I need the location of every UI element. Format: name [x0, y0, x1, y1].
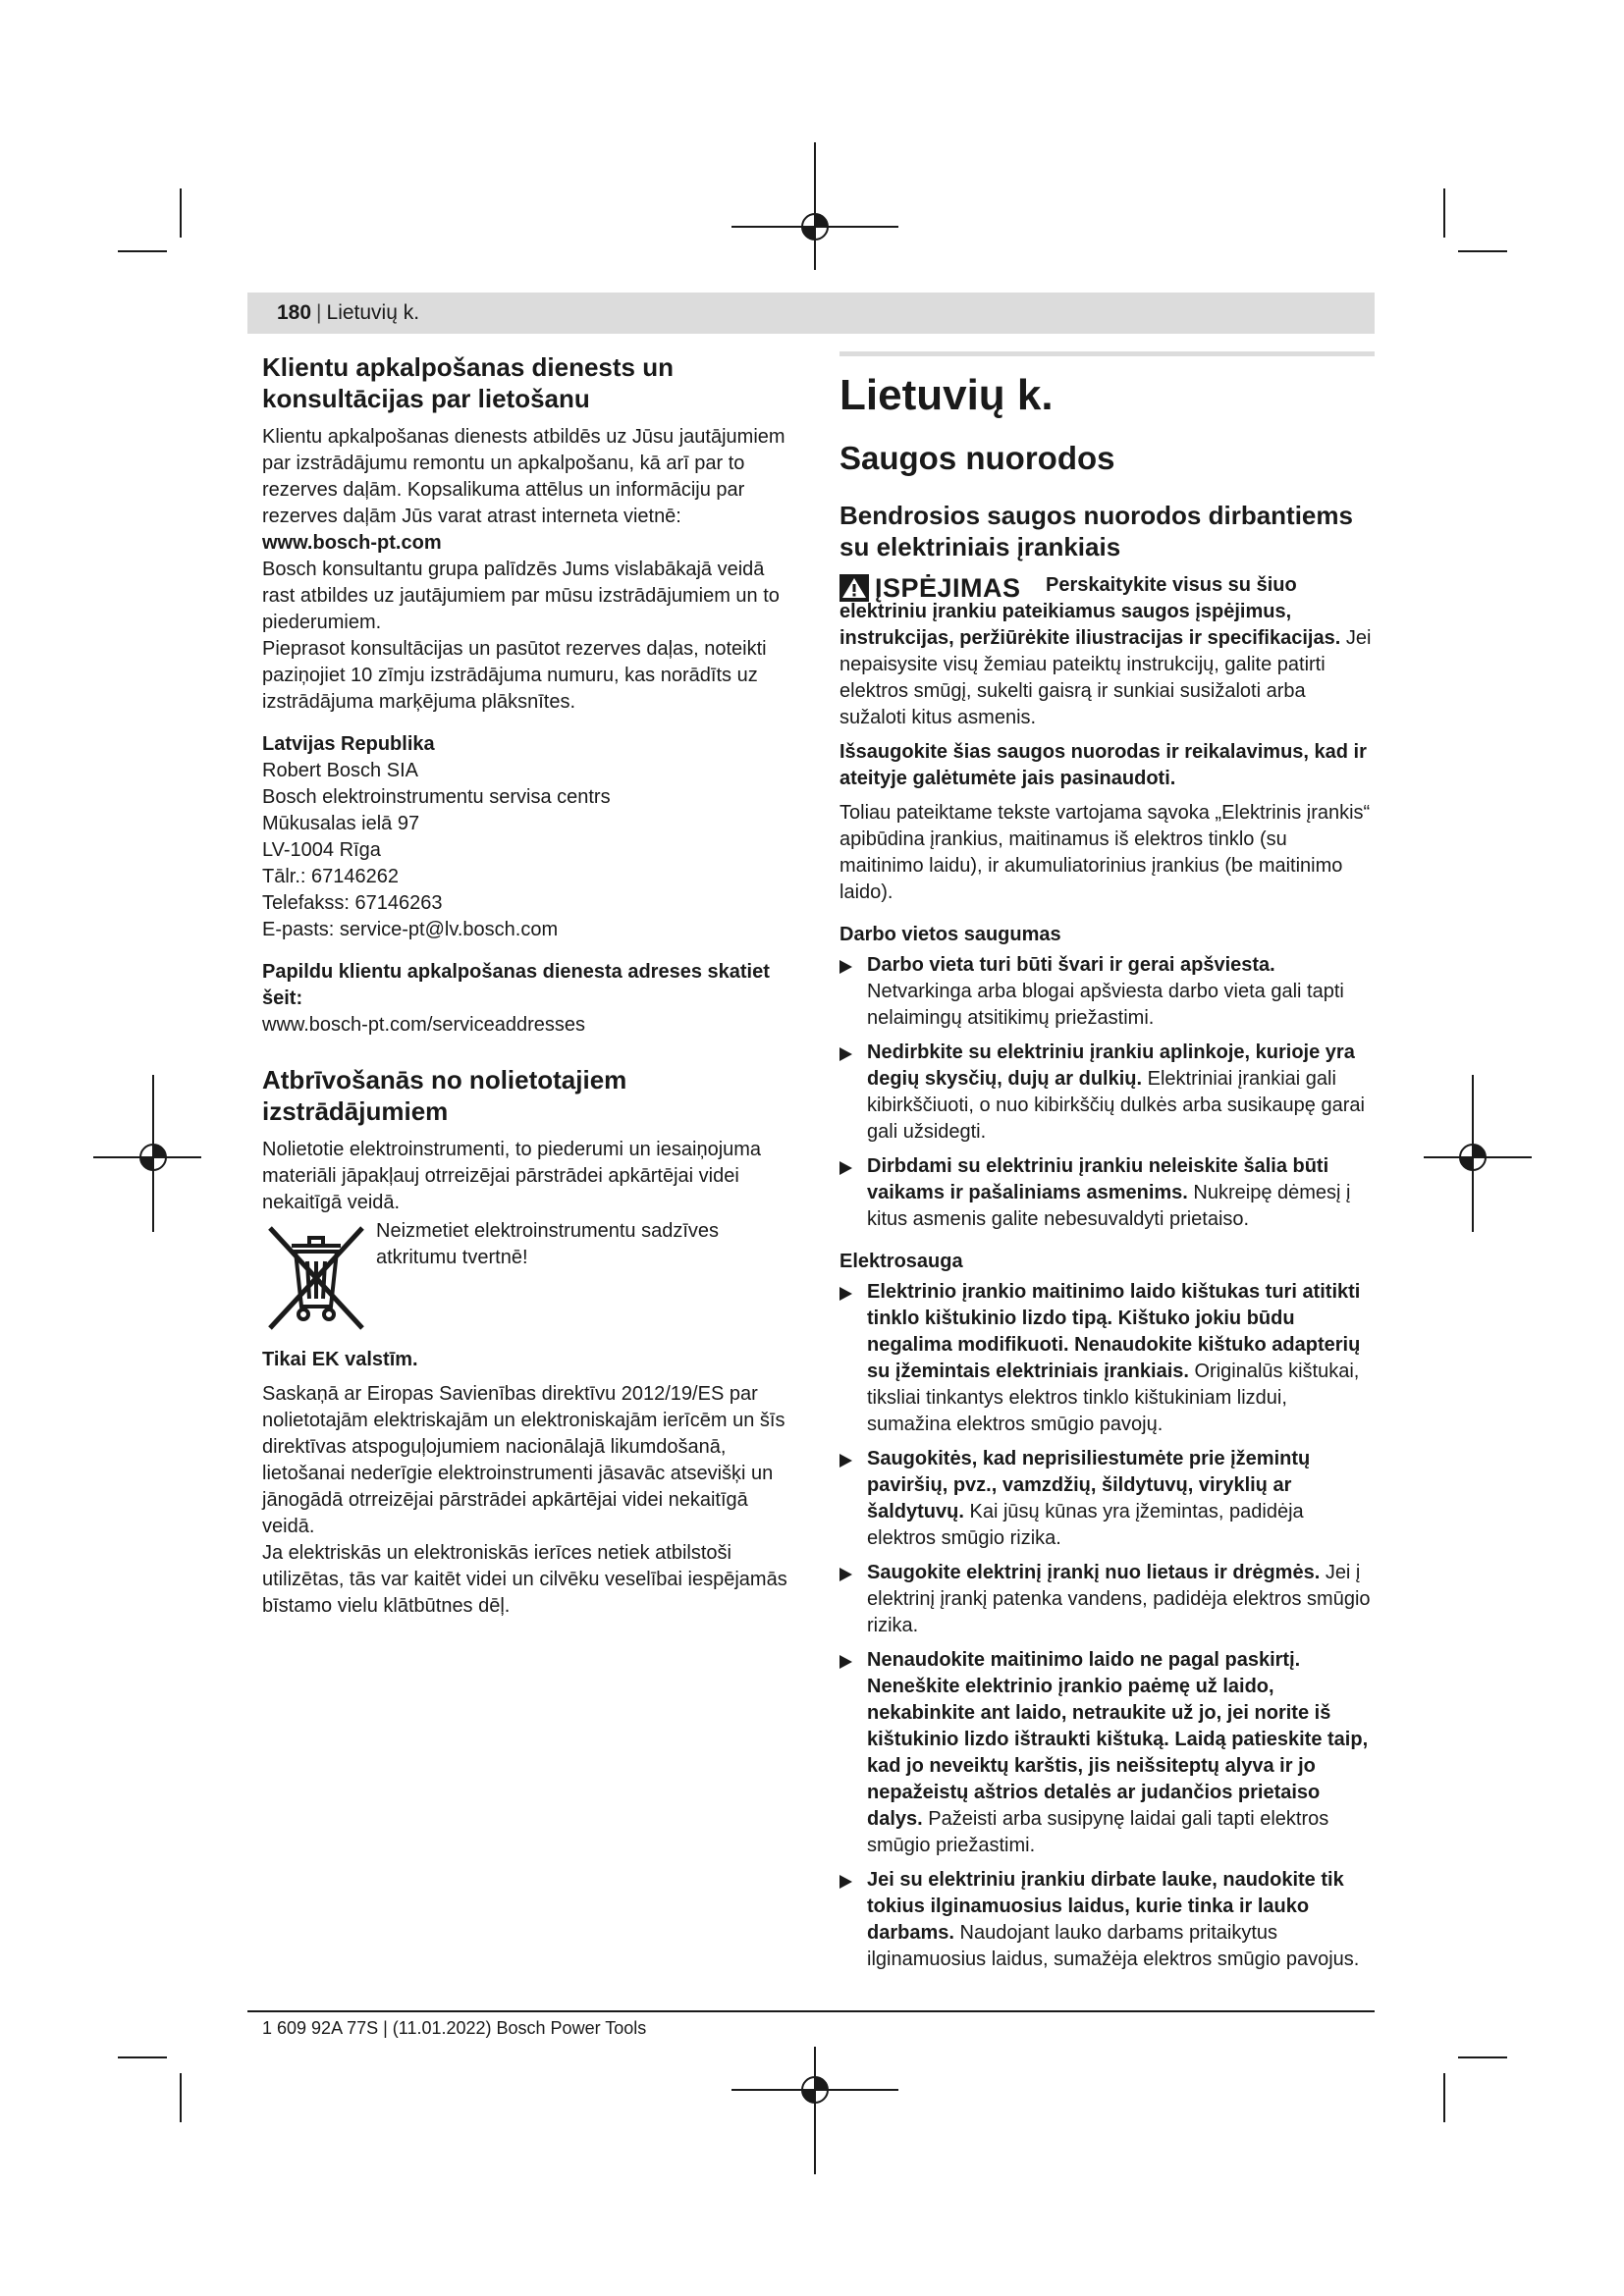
crossed-bin-icon: [262, 1218, 370, 1331]
item-text: Nukreipę dėmesį į kitus asmenis galite nebesuvaldyti prietaiso.: [867, 1182, 1351, 1230]
weee-text: Neizmetiet elektroinstrumentu sadzīves atkritumu tvertnē!: [376, 1220, 720, 1268]
item-text: Pažeisti arba susipynę laidai gali tapti elektros smūgio priežastimi.: [867, 1808, 1329, 1856]
item-bold: Elektrinio įrankio maitinimo laido kištukas turi atitikti tinklo kištukinio lizdo tipą. Kištuko jokiu būdu negalima modifikuoti. Nenaudokite kištuko adapterių su įžemintais elektriniais įrankiais.: [867, 1281, 1361, 1382]
list-item: [839, 1279, 1375, 1438]
item-bold: Dirbdami su elektriniu įrankiu neleiskite šalia būti vaikams ir pašaliniams asmenims.: [867, 1155, 1329, 1203]
item-bold: Jei su elektriniu įrankiu dirbate lauke, naudokite tik tokius ilginamuosius laidus, kurie tinka ir lauko darbams.: [867, 1869, 1344, 1944]
bullet-arrow-icon: [839, 1875, 852, 1889]
electrical-list: [839, 1279, 1375, 1973]
list-item: [839, 1867, 1375, 1973]
warning-bold: Perskaitykite visus su šiuo elektriniu įrankiu pateikiamus saugos įspėjimus, instrukcijas, peržiūrėkite iliustracijas ir specifikacijas.: [839, 574, 1341, 649]
crop-mark: [1458, 2056, 1507, 2058]
general-safety-title: Bendrosios saugos nuorodos dirbantiems su elektriniais įrankiais: [839, 501, 1353, 561]
bullet-arrow-icon: [839, 1287, 852, 1301]
item-text: Elektriniai įrankiai gali kibirkščiuoti, o nuo kibirkščių dulkės arba susikaupę garai gali užsidegti.: [867, 1068, 1365, 1143]
address-email[interactable]: E-pasts: service-pt@lv.bosch.com: [262, 919, 559, 940]
registration-line: [814, 2047, 816, 2174]
service-title: Klientu apkalpošanas dienests un konsultācijas par lietošanu: [262, 352, 674, 413]
service-paragraph: Bosch konsultantu grupa palīdzēs Jums vislabākajā veidā rast atbildes uz jautājumiem par mūsu izstrādājumiem un to piederumiem.: [262, 559, 780, 633]
item-bold: Saugokite elektrinį įrankį nuo lietaus ir drėgmės.: [867, 1562, 1321, 1583]
item-bold: Darbo vieta turi būti švari ir gerai apšviesta.: [867, 954, 1275, 976]
list-item: [839, 1560, 1375, 1639]
item-bold: Saugokitės, kad neprisiliestumėte prie įžemintų paviršių, pvz., vamzdžių, šildytuvų, viryklių ar šaldytuvų.: [867, 1448, 1311, 1522]
service-paragraph: Pieprasot konsultācijas un pasūtot rezerves daļas, noteikti paziņojiet 10 zīmju izstrādājuma numuru, kas norādīts uz izstrādājuma marķējuma plāksnītes.: [262, 638, 767, 713]
footer-rule: [247, 2010, 1375, 2012]
crop-mark: [1458, 250, 1507, 252]
term-paragraph: Toliau pateiktame tekste vartojama sąvoka „Elektrinis įrankis“ apibūdina įrankius, maitinamus iš elektros tinklo (su maitinimo laidu), ir akumuliatorinius įrankius (be maitinimo laido).: [839, 802, 1371, 903]
address-line: Telefakss: 67146263: [262, 892, 443, 914]
eu-paragraph: Saskaņā ar Eiropas Savienības direktīvu 2012/19/ES par nolietotajām elektriskajām un elektroniskajām ierīcēm un šīs direktīvas atspoguļojumiem nacionālajā likumdošanā, lietošanai nederīgie elektroinstrumenti jāsavāc atsevišķi un jānogādā otrreizējai pārstrādei apkārtējai videi nekaitīgā veidā.: [262, 1383, 785, 1537]
registration-mark-icon: [1453, 1138, 1492, 1177]
right-column: [839, 351, 1375, 1981]
page-title: Lietuvių k.: [839, 371, 1054, 419]
service-paragraph: Klientu apkalpošanas dienests atbildēs uz Jūsu jautājumiem par izstrādājumu remontu un apkalpošanu, kā arī par to rezerves daļām. Kopsalikuma attēlus un informāciju par rezerves daļām Jūs varat atrast interneta vietnē:: [262, 426, 785, 527]
item-text: Netvarkinga arba blogai apšviesta darbo vieta gali tapti nelaimingų atsitikimų priežastimi.: [867, 981, 1344, 1029]
header-separator: |: [316, 301, 322, 324]
address-line: LV-1004 Rīga: [262, 839, 381, 861]
item-text: Naudojant lauko darbams pritaikytus ilginamuosius laidus, sumažėja elektros smūgio pavojus.: [867, 1922, 1360, 1970]
safety-title: Saugos nuorodos: [839, 440, 1115, 476]
warning-text: Jei nepaisysite visų žemiau pateiktų instrukcijų, galite patirti elektros smūgį, sukelti gaisrą ir sunkiai susižaloti arba sužaloti kitus asmenis.: [839, 627, 1372, 728]
address-line: Robert Bosch SIA: [262, 760, 418, 781]
crop-mark: [1443, 188, 1445, 238]
weee-notice: [262, 1218, 792, 1331]
eu-paragraph: Ja elektriskās un elektroniskās ierīces netiek atbilstoši utilizētas, tās var kaitēt videi un cilvēku veselībai iespējamās bīstamo vielu klātbūtnes dēļ.: [262, 1542, 787, 1617]
item-text: Kai jūsų kūnas yra įžemintas, padidėja elektros smūgio rizika.: [867, 1501, 1304, 1549]
address-line: Tālr.: 67146262: [262, 866, 399, 887]
page-footer: 1 609 92A 77S | (11.01.2022) Bosch Power Tools: [262, 2018, 647, 2038]
keep-notes: Išsaugokite šias saugos nuorodas ir reikalavimus, kad ir ateityje galėtumėte jais pasinaudoti.: [839, 741, 1367, 789]
registration-mark-icon: [795, 207, 835, 246]
registration-mark-icon: [134, 1138, 173, 1177]
disposal-paragraph: Nolietotie elektroinstrumenti, to piederumi un iesaiņojuma materiāli jāpakļauj otrreizējai pārstrādei apkārtējai videi nekaitīgā veidā.: [262, 1139, 762, 1213]
page-number: 180: [277, 301, 312, 324]
crop-mark: [180, 2073, 182, 2122]
item-text: Originalūs kištukai, tiksliai tinkantys elektros tinklo kištukiniam lizdui, sumažina elektros smūgio pavojų.: [867, 1361, 1360, 1435]
workplace-list: [839, 952, 1375, 1233]
bullet-arrow-icon: [839, 1454, 852, 1468]
left-column: [262, 351, 792, 1620]
service-url-link[interactable]: www.bosch-pt.com: [262, 532, 442, 554]
list-item: [839, 1446, 1375, 1552]
crop-mark: [118, 2056, 167, 2058]
address-line: Bosch elektroinstrumentu servisa centrs: [262, 786, 611, 808]
header-section: Lietuvių k.: [326, 301, 420, 324]
list-item: [839, 952, 1375, 1032]
warning-triangle-icon: [839, 574, 869, 602]
title-rule: [839, 351, 1375, 356]
electrical-title: Elektrosauga: [839, 1251, 963, 1272]
crop-mark: [1443, 2073, 1445, 2122]
country-heading: Latvijas Republika: [262, 733, 435, 755]
bullet-arrow-icon: [839, 1568, 852, 1581]
bullet-arrow-icon: [839, 1047, 852, 1061]
more-addresses-label: Papildu klientu apkalpošanas dienesta adreses skatiet šeit:: [262, 961, 770, 1009]
bullet-arrow-icon: [839, 1161, 852, 1175]
crop-mark: [180, 188, 182, 238]
disposal-title: Atbrīvošanās no nolietotajiem izstrādājumiem: [262, 1065, 627, 1126]
list-item: [839, 1040, 1375, 1146]
bullet-arrow-icon: [839, 960, 852, 974]
registration-line: [814, 142, 816, 270]
workplace-title: Darbo vietos saugumas: [839, 924, 1061, 945]
list-item: [839, 1153, 1375, 1233]
item-bold: Nedirbkite su elektriniu įrankiu aplinkoje, kurioje yra degių skysčių, dujų ar dulkių.: [867, 1041, 1355, 1090]
eu-only-heading: Tikai EK valstīm.: [262, 1349, 418, 1370]
address-line: Mūkusalas ielā 97: [262, 813, 420, 834]
more-addresses-link[interactable]: www.bosch-pt.com/serviceaddresses: [262, 1014, 586, 1036]
registration-mark-icon: [795, 2070, 835, 2109]
bullet-arrow-icon: [839, 1655, 852, 1669]
warning-label-text: ĮSPĖJIMAS: [875, 573, 1021, 603]
item-bold: Nenaudokite maitinimo laido ne pagal paskirtį. Neneškite elektrinio įrankio paėmę už laido, nekabinkite ant laido, netraukite už jo, jei norite iš kištukinio lizdo ištraukti kištuką. Laidą patieskite taip, kad jo neveiktų karštis, jis neišsiteptų alyva ir jo nepažeistų aštrios detalės ar judančios prietaiso dalys.: [867, 1649, 1369, 1830]
list-item: [839, 1647, 1375, 1859]
item-text: Jei į elektrinį įrankį patenka vandens, padidėja elektros smūgio rizika.: [867, 1562, 1371, 1636]
page-header: [247, 293, 1375, 334]
crop-mark: [118, 250, 167, 252]
